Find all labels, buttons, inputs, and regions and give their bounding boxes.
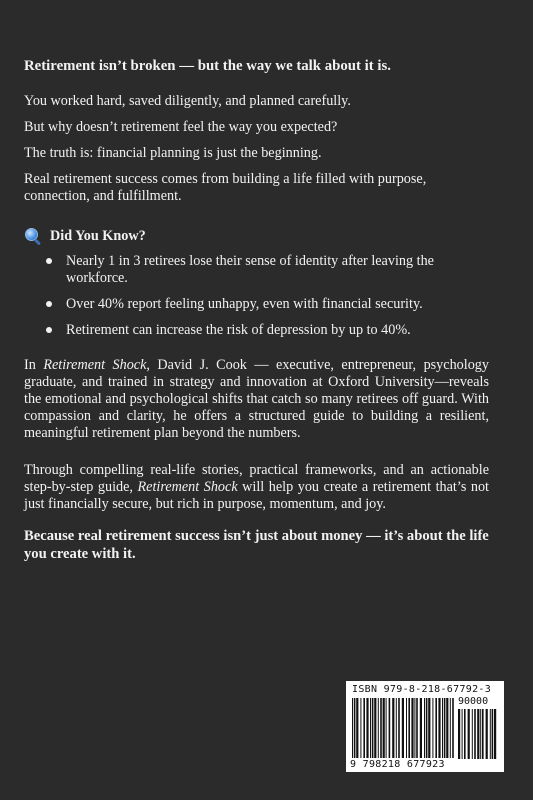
barcode-stripe — [477, 709, 479, 759]
barcode-stripe — [352, 698, 353, 758]
barcode-stripe — [472, 709, 473, 759]
barcode-stripe — [386, 698, 387, 758]
barcode-stripe — [414, 698, 415, 758]
barcode-stripe — [458, 709, 460, 759]
intro-line-2: But why doesn’t retirement feel the way you expected? — [24, 119, 338, 135]
book-paragraph: Through compelling real-life stories, practical frameworks, and an actionable step-by-step guide, Retirement Shock will help you create a retirement that’s not just financially secure, but rich in purpose, momentum, and joy. — [24, 462, 490, 512]
barcode-stripe — [442, 698, 443, 758]
barcode-stripe — [424, 698, 425, 758]
barcode-stripe — [435, 698, 437, 758]
barcode-stripe — [494, 709, 496, 759]
did-you-know-heading — [24, 227, 489, 245]
barcode-stripe — [370, 698, 371, 758]
barcode-stripe — [426, 698, 428, 758]
barcode-stripe — [411, 698, 413, 758]
barcode-stripe — [416, 698, 418, 758]
barcode-stripe — [356, 698, 358, 758]
barcode-stripe — [366, 698, 368, 758]
barcode-stripe — [468, 709, 470, 759]
bullet-icon — [46, 258, 52, 264]
cover-text — [24, 58, 489, 578]
barcode-addon-bars — [458, 709, 498, 759]
barcode-stripe — [480, 709, 481, 759]
barcode-stripe — [432, 698, 433, 758]
facts-list — [24, 253, 489, 339]
barcode-bars — [352, 698, 454, 758]
barcode-stripe — [406, 698, 407, 758]
barcode-stripe — [363, 698, 365, 758]
barcode-stripe — [372, 698, 374, 758]
bullet-icon — [46, 327, 52, 333]
intro-line-4: Real retirement success comes from building a life filled with purpose, connection, and fulfillment. — [24, 171, 427, 204]
book-title: Retirement Shock — [137, 479, 238, 495]
fact-item: Nearly 1 in 3 retirees lose their sense of identity after leaving the workforce. — [44, 253, 489, 287]
barcode-stripe — [398, 698, 400, 758]
isbn-label: ISBN 979-8-218-67792-3 — [352, 684, 492, 695]
barcode-stripe — [492, 709, 494, 759]
book-title: Retirement Shock — [43, 357, 147, 373]
barcode-stripe — [446, 698, 448, 758]
barcode-addon-digits: 90000 — [458, 696, 489, 707]
closing-statement: Because real retirement success isn’t just about money — it’s about the life you create with it. — [24, 528, 489, 562]
barcode-stripe — [450, 698, 451, 758]
bullet-icon — [46, 301, 52, 307]
isbn-barcode — [346, 681, 504, 772]
barcode-stripe — [482, 709, 484, 759]
barcode-stripe — [474, 709, 476, 759]
intro-line-1: You worked hard, saved diligently, and planned carefully. — [24, 93, 351, 109]
barcode-stripe — [380, 698, 382, 758]
barcode-stripe — [420, 698, 422, 758]
fact-item: Retirement can increase the risk of depression by up to 40%. — [44, 322, 489, 339]
barcode-stripe — [389, 698, 391, 758]
barcode-stripe — [490, 709, 491, 759]
magnifying-glass-icon — [24, 227, 42, 245]
barcode-stripe — [354, 698, 356, 758]
barcode-stripe — [396, 698, 397, 758]
barcode-stripe — [360, 698, 361, 758]
barcode-stripe — [402, 698, 404, 758]
barcode-stripe — [444, 698, 446, 758]
barcode-stripe — [486, 709, 488, 759]
fact-item: Over 40% report feeling unhappy, even with financial security. — [44, 296, 489, 313]
barcode-stripe — [464, 709, 466, 759]
ean-digits: 9 798218 677923 — [350, 759, 445, 770]
barcode-stripe — [383, 698, 385, 758]
barcode-stripe — [462, 709, 463, 759]
barcode-stripe — [374, 698, 376, 758]
headline: Retirement isn’t broken — but the way we talk about it is. — [24, 58, 391, 74]
barcode-stripe — [452, 698, 454, 758]
author-paragraph: In Retirement Shock, David J. Cook — executive, entrepreneur, psychology graduate, and trained in strategy and innovation at Oxford University—reveals the emotional and psychological shifts that catch so many retirees off guard. With compassion and clarity, he offers a structured guide to building a resilient, meaningful retirement plan beyond the numbers. — [24, 357, 489, 441]
did-you-know-label: Did You Know? — [50, 227, 146, 244]
barcode-stripe — [428, 698, 430, 758]
barcode-stripe — [438, 698, 440, 758]
intro-line-3: The truth is: financial planning is just the beginning. — [24, 145, 322, 161]
barcode-stripe — [378, 698, 379, 758]
barcode-stripe — [408, 698, 410, 758]
barcode-stripe — [392, 698, 394, 758]
